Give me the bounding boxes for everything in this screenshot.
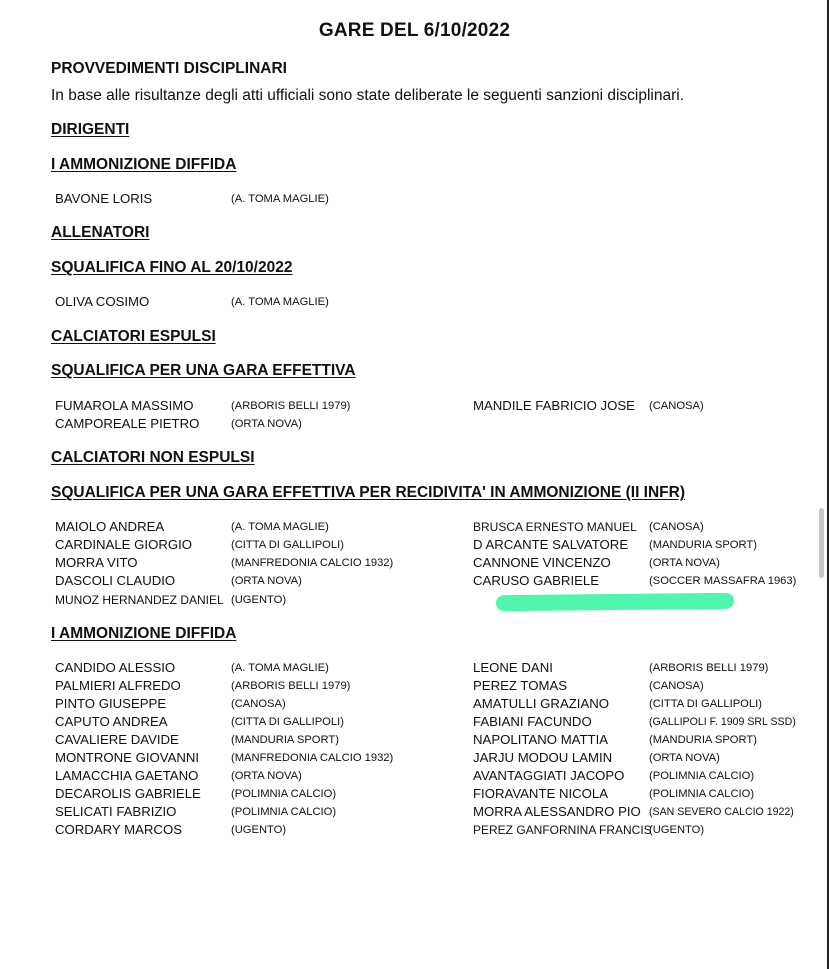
team-name: (ORTA NOVA) <box>231 575 302 587</box>
player-name: SELICATI FABRIZIO <box>55 804 177 819</box>
player-name: CAPUTO ANDREA <box>55 714 168 729</box>
section-heading-non-espulsi: CALCIATORI NON ESPULSI <box>51 449 255 466</box>
team-name: (MANFREDONIA CALCIO 1932) <box>231 752 394 764</box>
player-name: CARUSO GABRIELE <box>473 573 600 588</box>
team-name: (UGENTO) <box>231 594 287 606</box>
player-name: PINTO GIUSEPPE <box>55 696 167 711</box>
player-name: FIORAVANTE NICOLA <box>473 786 609 801</box>
player-name: MORRA VITO <box>55 555 138 570</box>
team-name: (GALLIPOLI F. 1909 SRL SSD) <box>649 716 796 728</box>
player-name: AMATULLI GRAZIANO <box>473 696 610 711</box>
subheading-recidivita: SQUALIFICA PER UNA GARA EFFETTIVA PER RECIDIVITA' IN AMMONIZIONE (II INFR) <box>51 484 686 501</box>
player-name: CANDIDO ALESSIO <box>55 660 176 675</box>
player-name: BRUSCA ERNESTO MANUEL <box>473 520 637 534</box>
player-name: DECAROLIS GABRIELE <box>55 786 201 801</box>
player-name: NAPOLITANO MATTIA <box>473 732 609 747</box>
player-name: PEREZ TOMAS <box>473 678 568 693</box>
team-name: (A. TOMA MAGLIE) <box>231 193 329 205</box>
player-name: FABIANI FACUNDO <box>473 714 592 729</box>
team-name: (A. TOMA MAGLIE) <box>231 521 329 533</box>
team-name: (CITTA DI GALLIPOLI) <box>649 698 762 710</box>
player-name: CORDARY MARCOS <box>55 822 183 837</box>
player-name: MANDILE FABRICIO JOSE <box>473 398 635 413</box>
player-name: FUMAROLA MASSIMO <box>55 398 194 413</box>
team-name: (ORTA NOVA) <box>649 557 720 569</box>
team-name: (CITTA DI GALLIPOLI) <box>231 539 344 551</box>
team-name: (POLIMNIA CALCIO) <box>649 770 755 782</box>
team-name: (ORTA NOVA) <box>231 770 302 782</box>
team-name: (CANOSA) <box>649 400 704 412</box>
team-name: (ORTA NOVA) <box>649 752 720 764</box>
team-name: (POLIMNIA CALCIO) <box>231 788 337 800</box>
player-name: LAMACCHIA GAETANO <box>55 768 199 783</box>
section-heading-allenatori: ALLENATORI <box>51 224 150 241</box>
team-name: (SAN SEVERO CALCIO 1922) <box>649 806 794 818</box>
section-heading-espulsi: CALCIATORI ESPULSI <box>51 328 216 345</box>
team-name: (CANOSA) <box>649 521 704 533</box>
team-name: (A. TOMA MAGLIE) <box>231 662 329 674</box>
scrollbar[interactable] <box>819 508 824 578</box>
player-name: MONTRONE GIOVANNI <box>55 750 200 765</box>
player-name: CAVALIERE DAVIDE <box>55 732 179 747</box>
player-name: OLIVA COSIMO <box>55 294 150 309</box>
player-name: MUNOZ HERNANDEZ DANIEL <box>55 593 224 607</box>
team-name: (MANDURIA SPORT) <box>649 734 757 746</box>
player-name: PALMIERI ALFREDO <box>55 678 181 693</box>
subheading-allenatori-squalifica: SQUALIFICA FINO AL 20/10/2022 <box>51 259 293 276</box>
player-name: D ARCANTE SALVATORE <box>473 537 629 552</box>
team-name: (POLIMNIA CALCIO) <box>231 806 337 818</box>
team-name: (ORTA NOVA) <box>231 418 302 430</box>
team-name: (ARBORIS BELLI 1979) <box>649 662 769 674</box>
section-heading-dirigenti: DIRIGENTI <box>51 121 130 138</box>
subheading-espulsi-squalifica: SQUALIFICA PER UNA GARA EFFETTIVA <box>51 362 356 379</box>
page-title: GARE DEL 6/10/2022 <box>318 20 511 41</box>
team-name: (MANFREDONIA CALCIO 1932) <box>231 557 394 569</box>
team-name: (A. TOMA MAGLIE) <box>231 296 329 308</box>
team-name: (UGENTO) <box>649 824 705 836</box>
player-name: CAMPOREALE PIETRO <box>55 416 200 431</box>
team-name: (MANDURIA SPORT) <box>231 734 339 746</box>
player-name: DASCOLI CLAUDIO <box>55 573 176 588</box>
team-name: (SOCCER MASSAFRA 1963) <box>649 575 797 587</box>
subheading-dirigenti-diffida: I AMMONIZIONE DIFFIDA <box>51 156 237 173</box>
intro-paragraph: In base alle risultanze degli atti ufficiali sono state deliberate le seguenti sanzioni disciplinari. <box>51 87 685 104</box>
section-heading-provvedimenti: PROVVEDIMENTI DISCIPLINARI <box>51 60 287 77</box>
player-name: PEREZ GANFORNINA FRANCIS <box>473 823 652 837</box>
section-heading-diffida: I AMMONIZIONE DIFFIDA <box>51 625 237 642</box>
player-name: AVANTAGGIATI JACOPO <box>473 768 625 783</box>
player-name: JARJU MODOU LAMIN <box>473 750 613 765</box>
team-name: (MANDURIA SPORT) <box>649 539 757 551</box>
player-name: CARDINALE GIORGIO <box>55 537 193 552</box>
player-name: CANNONE VINCENZO <box>473 555 611 570</box>
team-name: (ARBORIS BELLI 1979) <box>231 400 351 412</box>
team-name: (UGENTO) <box>231 824 287 836</box>
player-name: MAIOLO ANDREA <box>55 519 165 534</box>
highlighter-mark <box>496 593 734 611</box>
player-name: MORRA ALESSANDRO PIO <box>473 804 641 819</box>
team-name: (ARBORIS BELLI 1979) <box>231 680 351 692</box>
team-name: (CITTA DI GALLIPOLI) <box>231 716 344 728</box>
team-name: (CANOSA) <box>649 680 704 692</box>
player-name: LEONE DANI <box>473 660 553 675</box>
player-name: BAVONE LORIS <box>55 191 153 206</box>
team-name: (POLIMNIA CALCIO) <box>649 788 755 800</box>
team-name: (CANOSA) <box>231 698 286 710</box>
